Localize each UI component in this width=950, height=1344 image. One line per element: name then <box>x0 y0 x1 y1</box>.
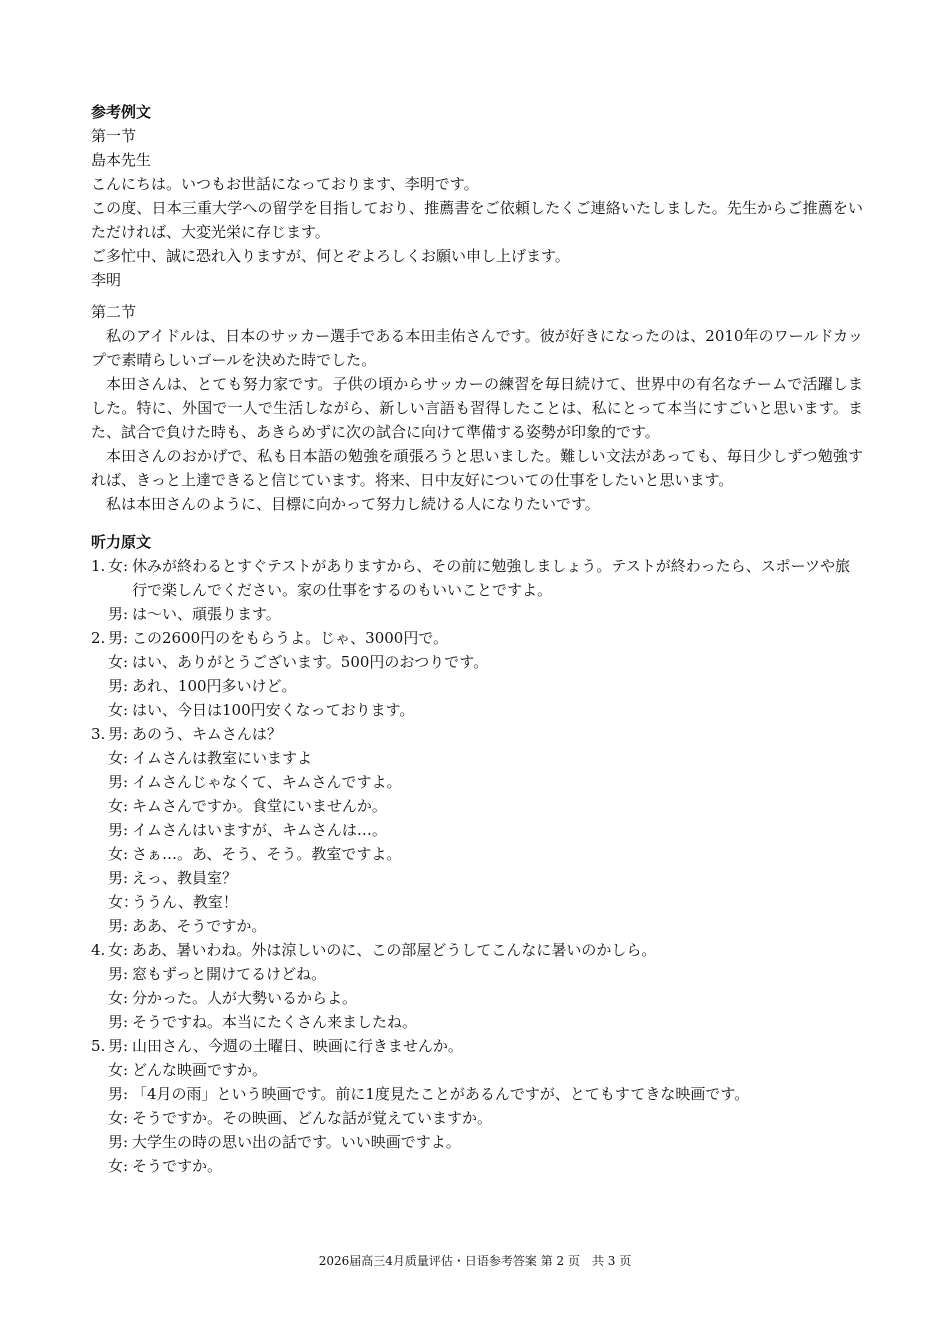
listening-transcript <box>91 554 863 1178</box>
speaker-label: 男: <box>108 1013 129 1031</box>
speaker-label: 男: <box>108 869 129 887</box>
question-number <box>91 794 108 818</box>
question-number: 4. <box>91 941 106 959</box>
dialogue-line <box>91 866 863 890</box>
question-number: 2. <box>91 629 106 647</box>
speaker-label: 女: <box>108 557 129 575</box>
speaker-label: 男: <box>108 677 129 695</box>
speaker-label: 男: <box>108 605 129 623</box>
dialogue-line <box>91 914 863 938</box>
question-number <box>91 818 108 842</box>
question-number <box>91 746 108 770</box>
dialogue-text: あのう、キムさんは？ <box>132 725 282 743</box>
question-number <box>91 914 108 938</box>
dialogue-line <box>91 1130 863 1154</box>
dialogue-line <box>91 1106 863 1130</box>
dialogue-text: この2600円のをもらうよ。じゃ、3000円で。 <box>132 629 449 647</box>
listening-title: 听力原文 <box>91 533 152 551</box>
question-number <box>91 962 108 986</box>
dialogue-text: さぁ…。あ、そう、そう。教室ですよ。 <box>132 845 402 863</box>
dialogue-line <box>91 962 863 986</box>
question-number <box>91 1106 108 1130</box>
reference-title: 参考例文 <box>91 103 152 121</box>
dialogue-line <box>91 746 863 770</box>
section1-heading: 第一节 <box>91 127 137 145</box>
essay-paragraph: 本田さんのおかげで、私も日本語の勉強を頑張ろうと思いました。難しい文法があっても、毎日少しずつ勉強すれば、きっと上達できると信じています。将来、日中友好についての仕事をしたいと思います。 <box>91 447 863 489</box>
dialogue-text: えっ、教員室？ <box>132 869 238 887</box>
dialogue-text: そうですか。 <box>132 1157 223 1175</box>
dialogue-text: そうですか。その映画、どんな話が覚えていますか。 <box>132 1109 493 1127</box>
dialogue-text: はい、ありがとうございます。500円のおつりです。 <box>132 653 489 671</box>
speaker-label: 男: <box>108 1085 129 1103</box>
essay-paragraph: 本田さんは、とても努力家です。子供の頃からサッカーの練習を毎日続けて、世界中の有名なチームで活躍しました。特に、外国で一人で生活しながら、新しい言語も習得したことは、私にとって本当にすごいと思います。また、試合で負けた時も、あきらめずに次の試合に向けて準備する姿勢が印象的です。 <box>91 375 863 441</box>
dialogue-text: どんな映画ですか。 <box>132 1061 268 1079</box>
dialogue-text: ううん、教室！ <box>132 893 238 911</box>
dialogue-line <box>91 1154 863 1178</box>
question-number: 1. <box>91 557 106 575</box>
dialogue-line <box>91 650 863 674</box>
question-number <box>91 866 108 890</box>
dialogue-line <box>91 938 863 962</box>
dialogue-line <box>91 722 863 746</box>
speaker-label: 女: <box>108 701 129 719</box>
dialogue-text: 大学生の時の思い出の話です。いい映画ですよ。 <box>132 1133 461 1151</box>
question-number <box>91 890 108 914</box>
question-number <box>91 1010 108 1034</box>
dialogue-text: キムさんですか。食堂にいませんか。 <box>132 797 387 815</box>
question-number <box>91 1130 108 1154</box>
dialogue-line <box>91 602 863 626</box>
page-footer: 2026届高三4月质量评估・日语参考答案 第 2 页 共 3 页 <box>318 1254 632 1268</box>
dialogue-line <box>91 674 863 698</box>
question-number: 5. <box>91 1037 106 1055</box>
document-page <box>91 100 863 1178</box>
dialogue-text: 山田さん、今週の土曜日、映画に行きませんか。 <box>132 1037 463 1055</box>
letter-salutation: 島本先生 <box>91 151 152 169</box>
question-number <box>91 650 108 674</box>
dialogue-line <box>91 698 863 722</box>
dialogue-text: 休みが終わるとすぐテストがありますから、その前に勉強しましょう。テストが終わったら、スポーツや旅行で楽しんでください。家の仕事をするのもいいことですよ。 <box>132 557 851 599</box>
dialogue-text: はい、今日は100円安くなっております。 <box>132 701 415 719</box>
dialogue-text: あれ、100円多いけど。 <box>132 677 297 695</box>
speaker-label: 男: <box>108 725 129 743</box>
question-number <box>91 674 108 698</box>
speaker-label: 女: <box>108 749 129 767</box>
speaker-label: 女: <box>108 797 129 815</box>
speaker-label: 女: <box>108 1109 129 1127</box>
dialogue-text: 窓もずっと開けてるけどね。 <box>132 965 327 983</box>
dialogue-line <box>91 1082 863 1106</box>
dialogue-text: 「4月の雨」という映画です。前に1度見たことがあるんですが、とてもすてきな映画です。 <box>132 1085 750 1103</box>
dialogue-text: イムさんは教室にいますよ <box>132 749 313 767</box>
speaker-label: 女: <box>108 653 129 671</box>
speaker-label: 男: <box>108 1133 129 1151</box>
letter-closing: ご多忙中、誠に恐れ入りますが、何とぞよろしくお願い申し上げます。 <box>91 247 570 265</box>
essay-paragraph: 私は本田さんのように、目標に向かって努力し続ける人になりたいです。 <box>106 495 600 513</box>
dialogue-text: ああ、そうですか。 <box>132 917 267 935</box>
question-number <box>91 1154 108 1178</box>
dialogue-text: は～い、頑張ります。 <box>132 605 281 623</box>
dialogue-text: イムさんはいますが、キムさんは…。 <box>132 821 387 839</box>
dialogue-line <box>91 770 863 794</box>
speaker-label: 女: <box>108 1157 129 1175</box>
essay-paragraph: 私のアイドルは、日本のサッカー選手である本田圭佑さんです。彼が好きになったのは、2010年のワールドカップで素晴らしいゴールを決めた時でした。 <box>91 327 863 369</box>
question-number <box>91 770 108 794</box>
letter-greeting: こんにちは。いつもお世話になっております、李明です。 <box>91 175 479 193</box>
speaker-label: 女: <box>108 1061 129 1079</box>
dialogue-line <box>91 626 863 650</box>
question-number <box>91 602 108 626</box>
question-number <box>91 698 108 722</box>
dialogue-line <box>91 1034 863 1058</box>
speaker-label: 男: <box>108 821 129 839</box>
speaker-label: 男: <box>108 1037 129 1055</box>
dialogue-line <box>91 890 863 914</box>
speaker-label: 男: <box>108 773 129 791</box>
question-number <box>91 986 108 1010</box>
question-number: 3. <box>91 725 106 743</box>
dialogue-text: ああ、暑いわね。外は涼しいのに、この部屋どうしてこんなに暑いのかしら。 <box>132 941 657 959</box>
speaker-label: 男: <box>108 629 129 647</box>
dialogue-line <box>91 1058 863 1082</box>
dialogue-text: 分かった。人が大勢いるからよ。 <box>132 989 358 1007</box>
speaker-label: 女: <box>108 989 129 1007</box>
dialogue-line <box>91 842 863 866</box>
letter-signature: 李明 <box>91 271 122 289</box>
speaker-label: 女: <box>108 941 129 959</box>
speaker-label: 男: <box>108 917 129 935</box>
speaker-label: 女: <box>108 845 129 863</box>
letter-body: この度、日本三重大学への留学を目指しており、推薦書をご依頼したくご連絡いたしました。先生からご推薦をいただければ、大変光栄に存じます。 <box>91 199 863 241</box>
dialogue-line <box>91 794 863 818</box>
dialogue-line <box>91 818 863 842</box>
dialogue-text: そうですね。本当にたくさん来ましたね。 <box>132 1013 418 1031</box>
dialogue-line <box>91 1010 863 1034</box>
speaker-label: 男: <box>108 965 129 983</box>
question-number <box>91 842 108 866</box>
question-number <box>91 1082 108 1106</box>
question-number <box>91 1058 108 1082</box>
dialogue-line <box>91 554 863 602</box>
dialogue-text: イムさんじゃなくて、キムさんですよ。 <box>132 773 402 791</box>
section2-heading: 第二节 <box>91 303 137 321</box>
dialogue-line <box>91 986 863 1010</box>
speaker-label: 女： <box>108 893 139 911</box>
